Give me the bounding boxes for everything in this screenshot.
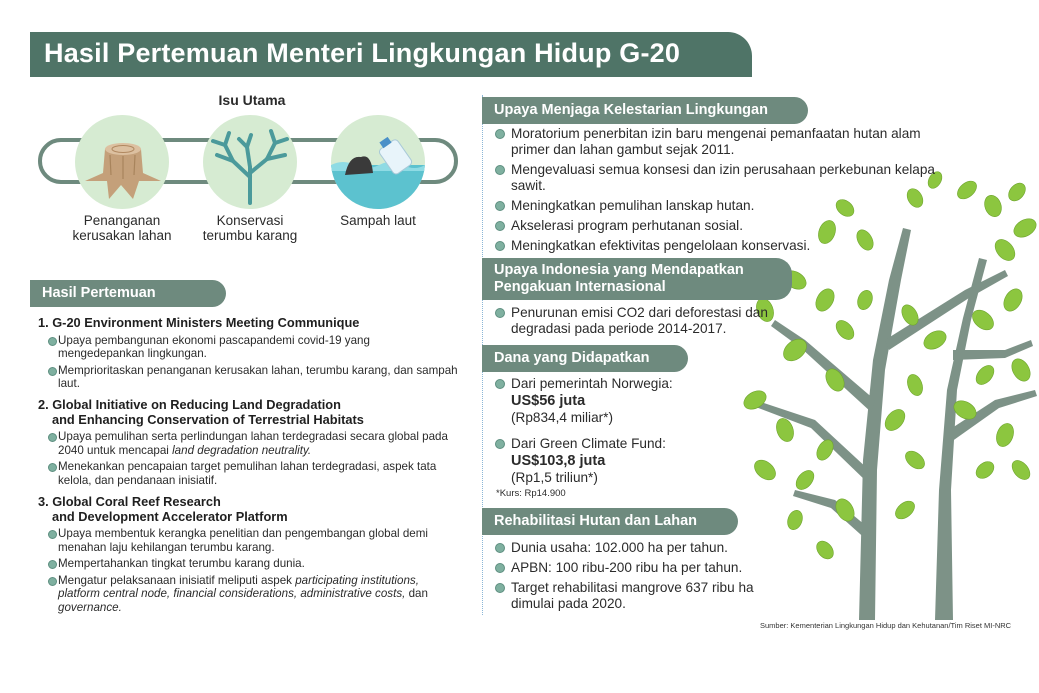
isu-utama-heading: Isu Utama	[218, 92, 286, 108]
isu-label-terumbu: Konservasi terumbu karang	[202, 213, 298, 243]
dana-amount: US$56 juta	[511, 393, 586, 409]
dana-list	[494, 376, 734, 490]
title-banner	[30, 32, 752, 77]
list-item: Akselerasi program perhutanan sosial.	[494, 218, 954, 234]
list-item	[494, 436, 734, 486]
hasil-item-3	[38, 495, 458, 614]
hasil-item-1	[38, 316, 458, 391]
list-item: Mengevaluasi semua konsesi dan izin perusahaan perkebunan kelapa sawit.	[494, 162, 954, 194]
hasil-item-subtitle: and Enhancing Conservation of Terrestrial Habitats	[52, 411, 364, 427]
hasil-item-subtitle: and Development Accelerator Platform	[52, 508, 288, 524]
dana-heading: Dana yang Didapatkan	[482, 345, 688, 372]
upaya-kelestarian-list	[494, 126, 954, 258]
hasil-item-bullets	[38, 430, 458, 487]
rehabilitasi-list	[494, 540, 774, 616]
dana-amount: US$103,8 juta	[511, 453, 606, 469]
upaya-pengakuan-heading-line1: Upaya Indonesia yang Mendapatkan	[494, 262, 744, 278]
dana-source: Dari Green Climate Fund:	[511, 436, 666, 451]
hasil-item-title: 3. Global Coral Reef Research	[38, 494, 221, 509]
isu-label-lahan: Penanganan kerusakan lahan	[72, 213, 172, 243]
upaya-pengakuan-heading-line2: Pengakuan Internasional	[494, 279, 666, 295]
rehabilitasi-heading: Rehabilitasi Hutan dan Lahan	[482, 508, 738, 535]
list-item: Meningkatkan efektivitas pengelolaan konservasi.	[494, 238, 954, 254]
ocean-trash-icon	[331, 115, 425, 209]
list-item: Dunia usaha: 102.000 ha per tahun.	[494, 540, 774, 556]
page-title: Hasil Pertemuan Menteri Lingkungan Hidup G-20	[44, 38, 681, 68]
list-item: Upaya pembangunan ekonomi pascapandemi covid-19 yang mengedepankan lingkungan.	[38, 334, 458, 361]
hasil-item-title: 2. Global Initiative on Reducing Land Degradation	[38, 397, 341, 412]
isu-label-sampah: Sampah laut	[340, 213, 416, 228]
list-item: Target rehabilitasi mangrove 637 ribu ha dimulai pada 2020.	[494, 580, 774, 612]
dana-rupiah: (Rp834,4 miliar*)	[511, 410, 613, 425]
list-item: Menekankan pencapaian target pemulihan lahan terdegradasi, aspek tata kelola, dan pendanaan inisiatif.	[38, 460, 458, 487]
list-item: APBN: 100 ribu-200 ribu ha per tahun.	[494, 560, 774, 576]
coral-icon	[203, 115, 297, 209]
list-item: Moratorium penerbitan izin baru mengenai pemanfaatan hutan alam primer dan lahan gambut sejak 2011.	[494, 126, 954, 158]
upaya-pengakuan-list	[494, 305, 784, 341]
hasil-item-title: 1. G-20 Environment Ministers Meeting Communique	[38, 315, 360, 330]
kurs-note: *Kurs: Rp14.900	[496, 488, 566, 499]
hasil-item-bullets	[38, 527, 458, 614]
dana-rupiah: (Rp1,5 triliun*)	[511, 470, 598, 485]
list-item: Penurunan emisi CO2 dari deforestasi dan degradasi pada periode 2014-2017.	[494, 305, 784, 337]
upaya-pengakuan-heading	[482, 258, 792, 300]
list-item: Mengatur pelaksanaan inisiatif meliputi aspek participating institutions, platform central node, financial considerations, administrative costs, dan governance.	[38, 574, 458, 615]
list-item: Memprioritaskan penanganan kerusakan lahan, terumbu karang, dan sampah laut.	[38, 364, 458, 391]
list-item: Upaya membentuk kerangka penelitian dan pengembangan global demi menahan laju kehilangan terumbu karang.	[38, 527, 458, 554]
hasil-item-2	[38, 398, 458, 487]
list-item: Upaya pemulihan serta perlindungan lahan terdegradasi secara global pada 2040 untuk mencapai land degradation neutrality.	[38, 430, 458, 457]
tree-stump-icon	[75, 115, 169, 209]
list-item	[494, 376, 734, 426]
dana-source: Dari pemerintah Norwegia:	[511, 376, 673, 391]
list-item: Mempertahankan tingkat terumbu karang dunia.	[38, 557, 458, 571]
hasil-item-bullets	[38, 334, 458, 391]
hasil-pertemuan-heading: Hasil Pertemuan	[30, 280, 226, 307]
upaya-kelestarian-heading: Upaya Menjaga Kelestarian Lingkungan	[482, 97, 808, 124]
list-item: Meningkatkan pemulihan lanskap hutan.	[494, 198, 954, 214]
source-note: Sumber: Kementerian Lingkungan Hidup dan Kehutanan/Tim Riset MI-NRC	[760, 621, 1012, 630]
